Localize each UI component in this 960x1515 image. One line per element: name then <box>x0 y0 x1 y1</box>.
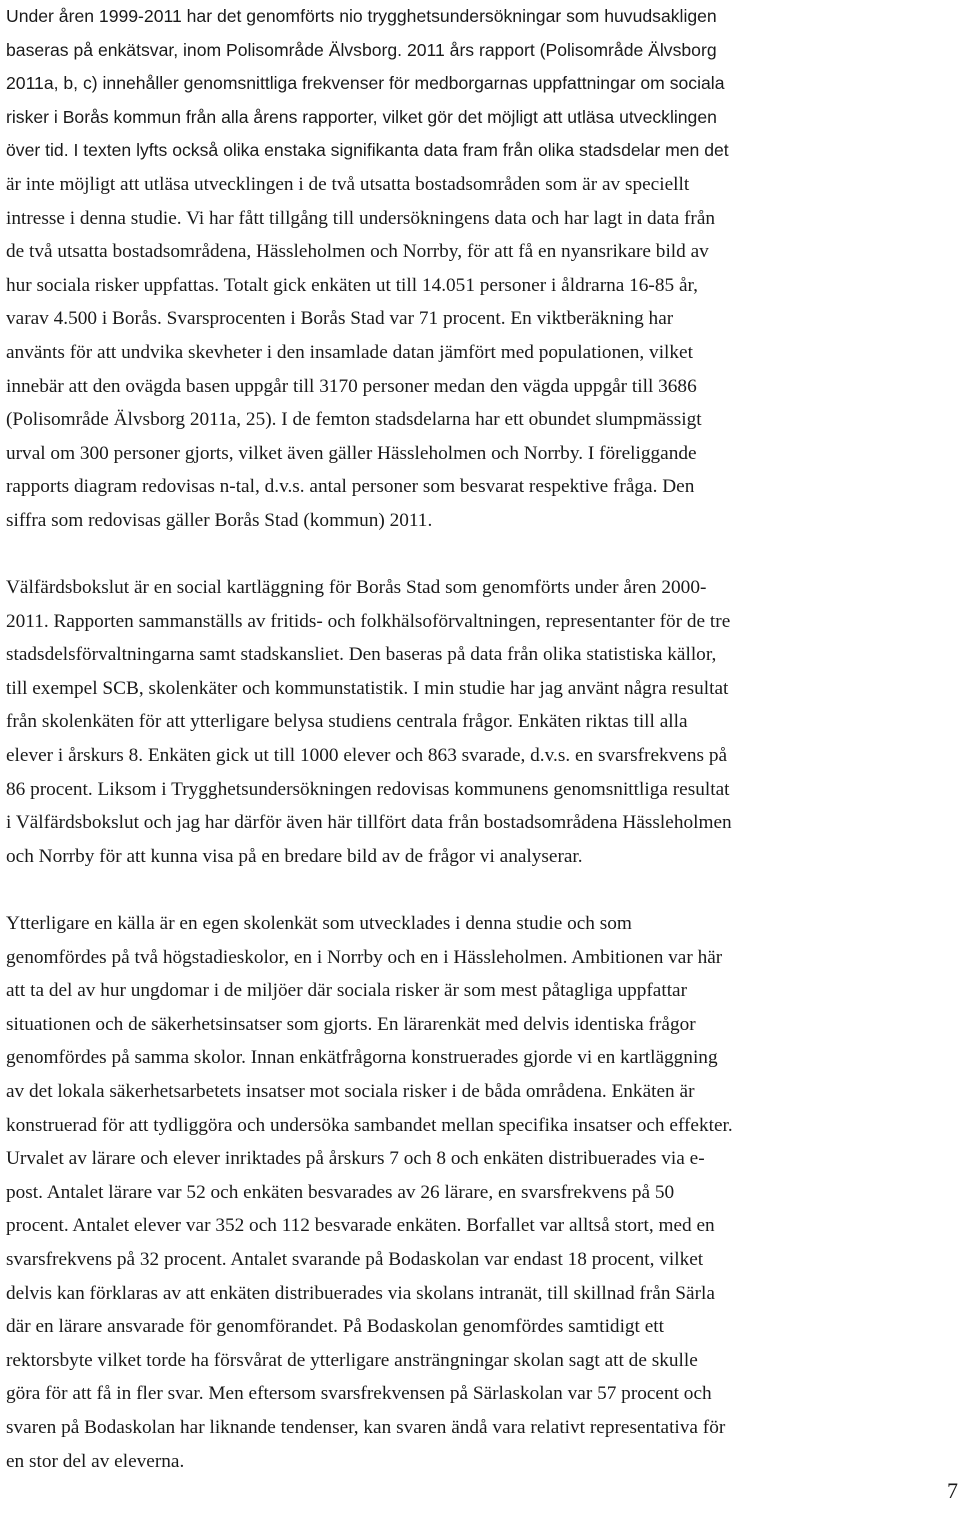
text-line: 86 procent. Liksom i Trygghetsundersökningen redovisas kommunens genomsnittliga resultat <box>6 778 730 800</box>
text-line: konstruerad för att tydliggöra och undersöka sambandet mellan specifika insatser och effekter. <box>6 1114 733 1136</box>
text-line: genomfördes på samma skolor. Innan enkätfrågorna konstruerades gjorde vi en kartläggning <box>6 1047 718 1069</box>
text-line: Under åren 1999-2011 har det genomförts nio trygghetsundersökningar som huvudsakligen <box>6 6 717 26</box>
text-line: delvis kan förklaras av att enkäten distribuerades via skolans intranät, till skillnad från Särla <box>6 1282 715 1304</box>
text-line: över tid. I texten lyfts också olika enstaka signifikanta data fram från olika stadsdelar men det <box>6 140 729 161</box>
document-page <box>6 0 956 1478</box>
text-line: situationen och de säkerhetsinsatser som gjorts. En lärarenkät med delvis identiska frågor <box>6 1013 696 1035</box>
text-line: intresse i denna studie. Vi har fått tillgång till undersökningens data och har lagt in data från <box>6 207 716 229</box>
text-line: varav 4.500 i Borås. Svarsprocenten i Borås Stad var 71 procent. En viktberäkning har <box>6 308 674 330</box>
paragraph-trygghetsundersokning <box>6 0 956 538</box>
text-line: rektorsbyte vilket torde ha försvårat de ytterligare ansträngningar skolan sagt att de skulle <box>6 1349 698 1371</box>
text-line: procent. Antalet elever var 352 och 112 besvarade enkäten. Borfallet var alltså stort, med en <box>6 1215 715 1237</box>
text-line: genomfördes på två högstadieskolor, en i Norrby och en i Hässleholmen. Ambitionen var här <box>6 946 723 968</box>
text-line: innebär att den ovägda basen uppgår till 3170 personer medan den vägda uppgår till 3686 <box>6 375 697 397</box>
text-line: Välfärdsbokslut är en social kartläggning för Borås Stad som genomförts under åren 2000- <box>6 577 707 599</box>
text-line: från skolenkäten för att ytterligare belysa studiens centrala frågor. Enkäten riktas till alla <box>6 711 688 733</box>
text-line: en stor del av eleverna. <box>6 1450 185 1472</box>
text-line: och Norrby för att kunna visa på en bredare bild av de frågor vi analyserar. <box>6 845 583 867</box>
page-number: 7 <box>947 1478 958 1503</box>
text-line: är inte möjligt att utläsa utvecklingen i de två utsatta bostadsområden som är av speciellt <box>6 173 690 195</box>
text-line: till exempel SCB, skolenkäter och kommunstatistik. I min studie har jag använt några resultat <box>6 677 729 699</box>
text-line: där en lärare ansvarade för genomförandet. På Bodaskolan genomfördes samtidigt ett <box>6 1316 665 1338</box>
text-line: risker i Borås kommun från alla årens rapporter, vilket gör det möjligt att utläsa utvecklingen <box>6 106 717 127</box>
text-line: (Polisområde Älvsborg 2011a, 25). I de femton stadsdelarna har ett obundet slumpmässigt <box>6 409 702 431</box>
text-line: använts för att undvika skevheter i den insamlade datan jämfört med populationen, vilket <box>6 341 693 363</box>
text-line: stadsdelsförvaltningarna samt stadskansliet. Den baseras på data från olika statistiska källor, <box>6 644 717 666</box>
text-line: urval om 300 personer gjorts, vilket även gäller Hässleholmen och Norrby. I föreliggande <box>6 442 697 464</box>
paragraph-egen-skolenkat <box>6 907 956 1478</box>
text-line: att ta del av hur ungdomar i de miljöer där sociala risker är som mest påtagliga uppfattar <box>6 980 688 1002</box>
text-line: baseras på enkätsvar, inom Polisområde Älvsborg. 2011 års rapport (Polisområde Älvsborg <box>6 39 717 60</box>
text-line: svaren på Bodaskolan har liknande tendenser, kan svaren ändå vara relativt representativa för <box>6 1416 726 1438</box>
text-line: hur sociala risker uppfattas. Totalt gick enkäten ut till 14.051 personer i åldrarna 16-85 år, <box>6 274 698 296</box>
text-line: svarsfrekvens på 32 procent. Antalet svarande på Bodaskolan var endast 18 procent, vilket <box>6 1248 704 1270</box>
text-line: elever i årskurs 8. Enkäten gick ut till 1000 elever och 863 svarade, d.v.s. en svarsfrekvens på <box>6 745 728 767</box>
text-line: i Välfärdsbokslut och jag har därför även här tillfört data från bostadsområdena Hässleholmen <box>6 812 732 834</box>
text-line: siffra som redovisas gäller Borås Stad (kommun) 2011. <box>6 509 433 531</box>
text-line: 2011a, b, c) innehåller genomsnittliga frekvenser för medborgarnas uppfattningar om sociala <box>6 73 725 94</box>
paragraph-valfardsbokslut <box>6 571 956 873</box>
text-line: av det lokala säkerhetsarbetets insatser mot sociala risker i de båda områdena. Enkäten är <box>6 1081 695 1102</box>
text-line: rapports diagram redovisas n-tal, d.v.s. antal personer som besvarat respektive fråga. Den <box>6 476 695 498</box>
text-line: de två utsatta bostadsområdena, Hässleholmen och Norrby, för att få en nyansrikare bild av <box>6 241 709 263</box>
text-line: post. Antalet lärare var 52 och enkäten besvarades av 26 lärare, en svarsfrekvens på 50 <box>6 1181 675 1203</box>
text-line: 2011. Rapporten sammanställs av fritids- och folkhälsoförvaltningen, representanter för de tre <box>6 610 731 632</box>
text-line: göra för att få in fler svar. Men eftersom svarsfrekvensen på Särlaskolan var 57 procent och <box>6 1383 712 1405</box>
text-line: Urvalet av lärare och elever inriktades på årskurs 7 och 8 och enkäten distribuerades via e- <box>6 1148 705 1170</box>
text-line: Ytterligare en källa är en egen skolenkät som utvecklades i denna studie och som <box>6 913 632 935</box>
